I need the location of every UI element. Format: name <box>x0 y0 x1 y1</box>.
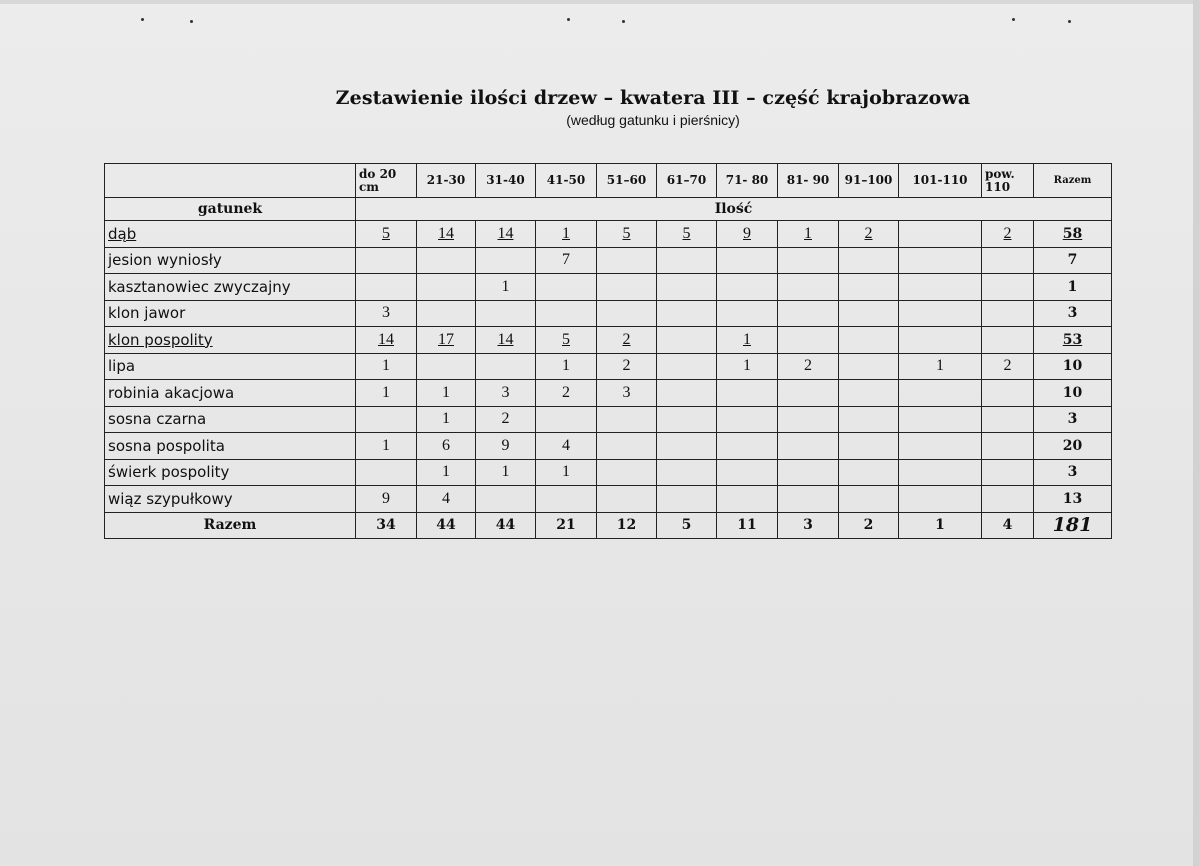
species-name: jesion wyniosły <box>108 251 222 270</box>
count-cell <box>657 353 717 380</box>
species-name: kasztanowiec zwyczajny <box>108 277 291 296</box>
count-value: 14 <box>438 224 454 242</box>
species-name: robinia akacjowa <box>108 383 235 402</box>
species-name-cell <box>105 459 356 486</box>
count-value: 1 <box>382 436 390 454</box>
count-cell <box>899 274 982 301</box>
count-value: 17 <box>438 330 454 348</box>
count-cell <box>839 327 899 354</box>
count-cell <box>982 486 1034 513</box>
binding-hole-mark <box>190 20 193 23</box>
count-cell <box>717 327 778 354</box>
species-name: dąb <box>108 224 137 243</box>
count-value: 1 <box>936 357 944 375</box>
count-cell <box>717 406 778 433</box>
diameter-header-row <box>105 164 1112 198</box>
column-total: 3 <box>778 512 839 539</box>
species-name-cell <box>105 406 356 433</box>
binding-hole-mark <box>141 18 144 21</box>
count-cell <box>899 380 982 407</box>
count-cell <box>657 433 717 460</box>
count-cell <box>417 406 476 433</box>
count-cell <box>778 459 839 486</box>
column-header: 81- 90 <box>778 164 839 198</box>
column-total: 44 <box>417 512 476 539</box>
count-value: 3 <box>501 383 510 401</box>
species-name-cell <box>105 274 356 301</box>
count-cell <box>717 300 778 327</box>
species-name: sosna pospolita <box>108 436 225 455</box>
row-total-cell <box>1034 406 1112 433</box>
count-value: 14 <box>497 224 514 242</box>
count-value: 9 <box>743 224 751 242</box>
count-cell <box>717 486 778 513</box>
count-cell <box>417 274 476 301</box>
row-total: 13 <box>1062 490 1083 507</box>
count-cell <box>536 300 597 327</box>
column-header: 91–100 <box>839 164 899 198</box>
count-value: 14 <box>497 330 514 348</box>
page-edge-top <box>0 0 1199 4</box>
count-cell <box>476 274 536 301</box>
column-total: 5 <box>657 512 717 539</box>
species-name-cell <box>105 247 356 274</box>
count-value: 9 <box>382 489 390 507</box>
species-name: klon pospolity <box>108 330 213 349</box>
species-name-cell <box>105 300 356 327</box>
column-total: 44 <box>476 512 536 539</box>
column-header: do 20 cm <box>356 164 417 198</box>
count-cell <box>356 459 417 486</box>
count-cell <box>356 406 417 433</box>
count-cell <box>356 247 417 274</box>
row-total: 10 <box>1062 384 1083 401</box>
species-name-cell <box>105 486 356 513</box>
total-column-header: Razem <box>1034 164 1112 198</box>
count-cell <box>839 300 899 327</box>
count-cell <box>417 327 476 354</box>
count-cell <box>717 380 778 407</box>
count-cell <box>356 327 417 354</box>
table-row <box>105 353 1112 380</box>
count-value: 1 <box>562 357 570 375</box>
count-cell <box>536 221 597 248</box>
count-cell <box>982 221 1034 248</box>
count-value: 2 <box>622 330 631 348</box>
count-cell <box>982 380 1034 407</box>
count-cell <box>536 380 597 407</box>
totals-row <box>105 512 1112 539</box>
table-row <box>105 274 1112 301</box>
row-total-cell <box>1034 327 1112 354</box>
count-cell <box>476 221 536 248</box>
header-blank-cell <box>105 164 356 198</box>
count-cell <box>982 274 1034 301</box>
count-cell <box>982 353 1034 380</box>
count-value: 5 <box>682 224 691 242</box>
count-value: 2 <box>562 383 570 401</box>
count-cell <box>417 459 476 486</box>
count-cell <box>778 300 839 327</box>
table-row <box>105 486 1112 513</box>
count-cell <box>356 380 417 407</box>
count-cell <box>717 247 778 274</box>
count-cell <box>356 221 417 248</box>
count-cell <box>597 459 657 486</box>
row-total-cell <box>1034 433 1112 460</box>
count-cell <box>417 247 476 274</box>
count-cell <box>536 459 597 486</box>
count-cell <box>417 433 476 460</box>
column-total: 21 <box>536 512 597 539</box>
count-value: 5 <box>622 224 631 242</box>
row-total: 58 <box>1062 225 1083 242</box>
column-header: 41-50 <box>536 164 597 198</box>
count-cell <box>356 353 417 380</box>
species-name: sosna czarna <box>108 410 207 429</box>
count-cell <box>657 459 717 486</box>
column-header: 101-110 <box>899 164 982 198</box>
count-cell <box>356 300 417 327</box>
count-value: 1 <box>804 224 812 242</box>
count-cell <box>597 247 657 274</box>
count-value: 1 <box>442 463 450 481</box>
count-cell <box>476 353 536 380</box>
column-total: 12 <box>597 512 657 539</box>
count-cell <box>717 274 778 301</box>
count-cell <box>982 459 1034 486</box>
count-cell <box>899 459 982 486</box>
count-cell <box>839 353 899 380</box>
tree-count-table <box>104 163 1112 539</box>
column-header: 51–60 <box>597 164 657 198</box>
count-cell <box>476 459 536 486</box>
count-value: 9 <box>501 436 510 454</box>
count-value: 1 <box>501 277 510 295</box>
count-cell <box>476 433 536 460</box>
column-header: 71- 80 <box>717 164 778 198</box>
table-row <box>105 327 1112 354</box>
count-cell <box>717 433 778 460</box>
count-value: 4 <box>442 489 450 507</box>
count-cell <box>982 327 1034 354</box>
count-cell <box>536 433 597 460</box>
count-cell <box>657 300 717 327</box>
count-cell <box>778 380 839 407</box>
count-cell <box>417 353 476 380</box>
count-cell <box>417 486 476 513</box>
column-header: 31-40 <box>476 164 536 198</box>
count-cell <box>597 274 657 301</box>
row-total: 3 <box>1067 464 1078 481</box>
quantity-header: Ilość <box>356 198 1112 221</box>
count-value: 2 <box>622 357 631 375</box>
count-cell <box>982 300 1034 327</box>
count-value: 2 <box>864 224 873 242</box>
count-cell <box>597 486 657 513</box>
subheader-row <box>105 198 1112 221</box>
species-name: wiąz szypułkowy <box>108 489 233 508</box>
binding-hole-mark <box>567 18 570 21</box>
count-cell <box>899 433 982 460</box>
row-total: 1 <box>1067 278 1078 295</box>
count-value: 3 <box>622 383 631 401</box>
count-cell <box>657 247 717 274</box>
species-name-cell <box>105 221 356 248</box>
count-cell <box>839 406 899 433</box>
count-value: 1 <box>562 224 570 242</box>
count-cell <box>717 221 778 248</box>
count-cell <box>899 221 982 248</box>
column-total: 34 <box>356 512 417 539</box>
count-cell <box>657 221 717 248</box>
count-cell <box>839 486 899 513</box>
count-cell <box>597 406 657 433</box>
count-value: 1 <box>743 330 751 348</box>
count-cell <box>476 486 536 513</box>
column-header: pow. 110 <box>982 164 1034 198</box>
count-value: 1 <box>382 357 390 375</box>
table-row <box>105 300 1112 327</box>
count-cell <box>536 486 597 513</box>
table-row <box>105 221 1112 248</box>
count-cell <box>657 406 717 433</box>
totals-label: Razem <box>105 512 356 539</box>
count-cell <box>899 300 982 327</box>
species-header: gatunek <box>105 198 356 221</box>
table-row <box>105 380 1112 407</box>
count-cell <box>657 327 717 354</box>
column-total: 11 <box>717 512 778 539</box>
count-value: 3 <box>382 304 390 322</box>
count-cell <box>778 406 839 433</box>
count-value: 1 <box>743 357 751 375</box>
species-name-cell <box>105 380 356 407</box>
row-total-cell <box>1034 274 1112 301</box>
count-cell <box>717 353 778 380</box>
count-cell <box>982 247 1034 274</box>
count-cell <box>597 353 657 380</box>
row-total: 3 <box>1067 411 1078 428</box>
document-title: Zestawienie ilości drzew – kwatera III – część krajobrazowa <box>335 87 971 109</box>
count-cell <box>356 274 417 301</box>
count-cell <box>356 486 417 513</box>
table-body <box>105 164 1112 539</box>
count-cell <box>839 380 899 407</box>
count-value: 14 <box>378 330 394 348</box>
column-total: 1 <box>899 512 982 539</box>
count-cell <box>657 380 717 407</box>
count-cell <box>778 353 839 380</box>
column-total: 4 <box>982 512 1034 539</box>
count-cell <box>778 433 839 460</box>
count-cell <box>899 406 982 433</box>
count-cell <box>597 380 657 407</box>
count-cell <box>778 327 839 354</box>
row-total-cell <box>1034 221 1112 248</box>
species-name: klon jawor <box>108 304 186 323</box>
count-cell <box>597 327 657 354</box>
row-total-cell <box>1034 380 1112 407</box>
row-total-cell <box>1034 486 1112 513</box>
count-value: 1 <box>382 383 390 401</box>
count-cell <box>657 486 717 513</box>
count-cell <box>717 459 778 486</box>
row-total-cell <box>1034 247 1112 274</box>
species-name-cell <box>105 433 356 460</box>
document-subtitle: (według gatunku i pierśnicy) <box>566 112 740 128</box>
row-total: 7 <box>1067 252 1078 269</box>
binding-hole-mark <box>622 20 625 23</box>
row-total-cell <box>1034 459 1112 486</box>
count-cell <box>597 221 657 248</box>
count-cell <box>899 247 982 274</box>
row-total: 3 <box>1067 305 1078 322</box>
grand-total: 181 <box>1034 512 1112 539</box>
count-cell <box>536 406 597 433</box>
count-cell <box>536 274 597 301</box>
row-total-cell <box>1034 353 1112 380</box>
count-cell <box>657 274 717 301</box>
count-cell <box>476 300 536 327</box>
count-cell <box>476 406 536 433</box>
count-cell <box>597 300 657 327</box>
page-edge-right <box>1193 0 1199 866</box>
row-total: 20 <box>1062 437 1083 454</box>
species-name-cell <box>105 327 356 354</box>
count-cell <box>536 247 597 274</box>
row-total-cell <box>1034 300 1112 327</box>
count-value: 5 <box>382 224 390 242</box>
row-total: 10 <box>1062 358 1083 375</box>
count-value: 1 <box>501 463 510 481</box>
count-value: 1 <box>562 463 570 481</box>
count-cell <box>982 406 1034 433</box>
count-cell <box>476 247 536 274</box>
count-cell <box>839 247 899 274</box>
count-cell <box>778 221 839 248</box>
count-cell <box>839 459 899 486</box>
count-cell <box>778 274 839 301</box>
binding-hole-mark <box>1012 18 1015 21</box>
count-cell <box>778 247 839 274</box>
count-cell <box>417 380 476 407</box>
count-cell <box>839 274 899 301</box>
count-cell <box>476 380 536 407</box>
count-value: 2 <box>1003 224 1012 242</box>
count-value: 2 <box>501 410 510 428</box>
column-total: 2 <box>839 512 899 539</box>
table-row <box>105 406 1112 433</box>
row-total: 53 <box>1062 331 1083 348</box>
count-cell <box>899 353 982 380</box>
table-row <box>105 247 1112 274</box>
column-header: 61–70 <box>657 164 717 198</box>
count-cell <box>536 353 597 380</box>
count-cell <box>839 433 899 460</box>
count-value: 4 <box>562 436 570 454</box>
column-header: 21-30 <box>417 164 476 198</box>
count-value: 2 <box>804 357 812 375</box>
count-cell <box>899 327 982 354</box>
count-value: 5 <box>562 330 570 348</box>
count-cell <box>899 486 982 513</box>
count-value: 6 <box>442 436 450 454</box>
species-name-cell <box>105 353 356 380</box>
count-value: 2 <box>1003 357 1012 375</box>
count-value: 1 <box>442 410 450 428</box>
species-name: świerk pospolity <box>108 463 230 482</box>
count-cell <box>597 433 657 460</box>
count-cell <box>536 327 597 354</box>
count-cell <box>417 300 476 327</box>
species-name: lipa <box>108 357 136 376</box>
count-cell <box>356 433 417 460</box>
table-row <box>105 459 1112 486</box>
count-cell <box>982 433 1034 460</box>
count-cell <box>417 221 476 248</box>
count-value: 7 <box>562 251 570 269</box>
count-value: 1 <box>442 383 450 401</box>
count-cell <box>778 486 839 513</box>
count-cell <box>476 327 536 354</box>
count-cell <box>839 221 899 248</box>
table-row <box>105 433 1112 460</box>
binding-hole-mark <box>1068 20 1071 23</box>
